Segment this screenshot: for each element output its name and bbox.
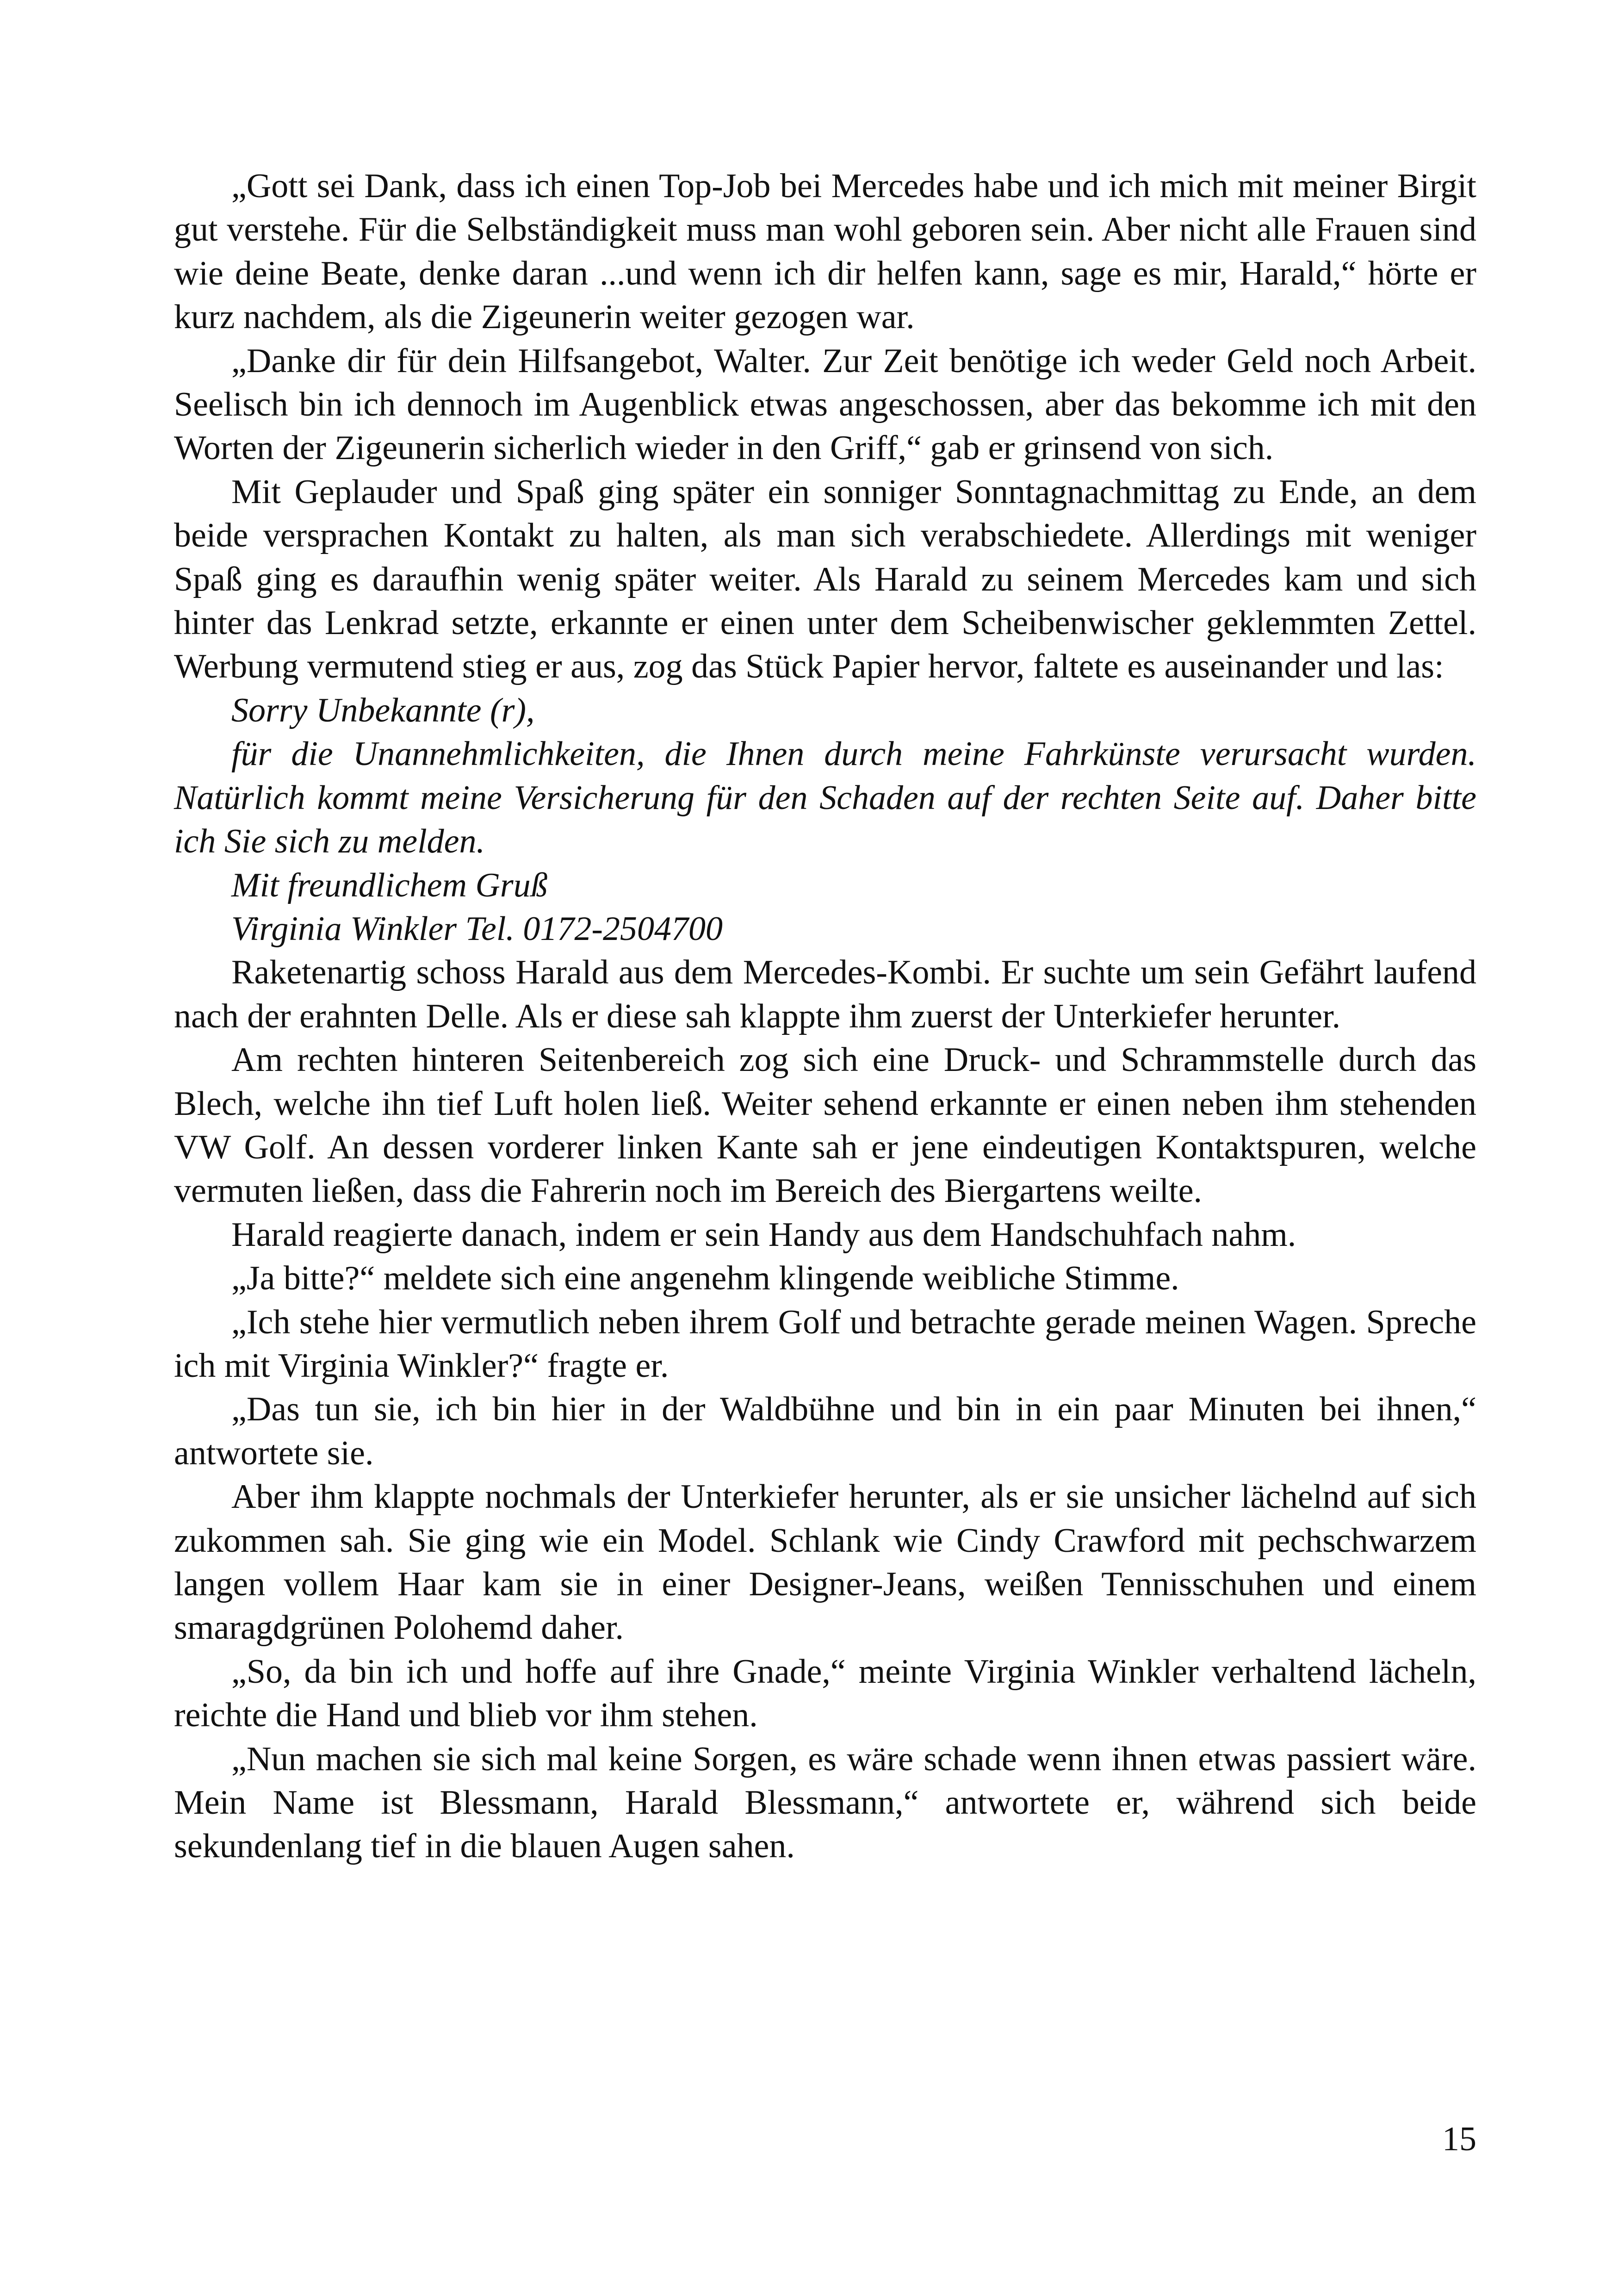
paragraph-13: „Das tun sie, ich bin hier in der Waldbühne und bin in ein paar Minuten bei ihnen,“ antwortete sie. — [174, 1390, 1476, 1472]
paragraph-9: Am rechten hinteren Seitenbereich zog sich eine Druck- und Schrammstelle durch das Blech, welche ihn tief Luft holen ließ. Weiter sehend erkannte er einen neben ihm stehenden VW Golf. An dessen vorderer linken Kante sah er jene eindeutigen Kontaktspuren, welche vermuten ließen, dass die Fahrerin noch im Bereich des Biergartens weilte. — [174, 1041, 1476, 1210]
paragraph-15: „So, da bin ich und hoffe auf ihre Gnade,“ meinte Virginia Winkler verhaltend lächeln, reichte die Hand und blieb vor ihm stehen. — [174, 1652, 1476, 1735]
paragraph-12: „Ich stehe hier vermutlich neben ihrem Golf und betrachte gerade meinen Wagen. Spreche ich mit Virginia Winkler?“ fragte er. — [174, 1303, 1476, 1385]
paragraph-1: „Gott sei Dank, dass ich einen Top-Job bei Mercedes habe und ich mich mit meiner Birgit gut verstehe. Für die Selbständigkeit muss man wohl geboren sein. Aber nicht alle Frauen sind wie deine Beate, denke daran ...und wenn ich dir helfen kann, sage es mir, Harald,“ hörte er kurz nachdem, als die Zigeunerin weiter gezogen war. — [174, 167, 1476, 336]
paragraph-11: „Ja bitte?“ meldete sich eine angenehm klingende weibliche Stimme. — [231, 1259, 1179, 1298]
letter-closing: Mit freundlichem Gruß — [231, 866, 548, 904]
paragraph-8: Raketenartig schoss Harald aus dem Mercedes-Kombi. Er suchte um sein Gefährt laufend nach der erahnten Delle. Als er diese sah klappte ihm zuerst der Unterkiefer herunter. — [174, 953, 1476, 1035]
letter-signature: Virginia Winkler Tel. 0172-2504700 — [231, 909, 723, 948]
page-number: 15 — [1442, 2120, 1476, 2158]
paragraph-16: „Nun machen sie sich mal keine Sorgen, es wäre schade wenn ihnen etwas passiert wäre. Mein Name ist Blessmann, Harald Blessmann,“ antwortete er, während sich beide sekundenlang tief in die blauen Augen sahen. — [174, 1740, 1476, 1866]
page-body — [174, 164, 1476, 1868]
paragraph-3: Mit Geplauder und Spaß ging später ein sonniger Sonntagnachmittag zu Ende, an dem beide versprachen Kontakt zu halten, als man sich verabschiedete. Allerdings mit weniger Spaß ging es daraufhin wenig später weiter. Als Harald zu seinem Mercedes kam und sich hinter das Lenkrad setzte, erkannte er einen unter dem Scheibenwischer geklemmten Zettel. Werbung vermutend stieg er aus, zog das Stück Papier hervor, faltete es auseinander und las: — [174, 473, 1476, 686]
letter-salutation: Sorry Unbekannte (r), — [231, 691, 535, 729]
paragraph-2: „Danke dir für dein Hilfsangebot, Walter. Zur Zeit benötige ich weder Geld noch Arbeit. Seelisch bin ich dennoch im Augenblick etwas angeschossen, aber das bekomme ich mit den Worten der Zigeunerin sicherlich wieder in den Griff,“ gab er grinsend von sich. — [174, 342, 1476, 467]
letter-body: für die Unannehmlichkeiten, die Ihnen durch meine Fahrkünste verursacht wurden. Natürlich kommt meine Versicherung für den Schaden auf der rechten Seite auf. Daher bitte ich Sie sich zu melden. — [174, 735, 1476, 861]
paragraph-10: Harald reagierte danach, indem er sein Handy aus dem Handschuhfach nahm. — [231, 1215, 1296, 1254]
paragraph-14: Aber ihm klappte nochmals der Unterkiefer herunter, als er sie unsicher lächelnd auf sich zukommen sah. Sie ging wie ein Model. Schlank wie Cindy Crawford mit pechschwarzem langen vollem Haar kam sie in einer Designer-Jeans, weißen Tennisschuhen und einem smaragdgrünen Polohemd daher. — [174, 1478, 1476, 1647]
